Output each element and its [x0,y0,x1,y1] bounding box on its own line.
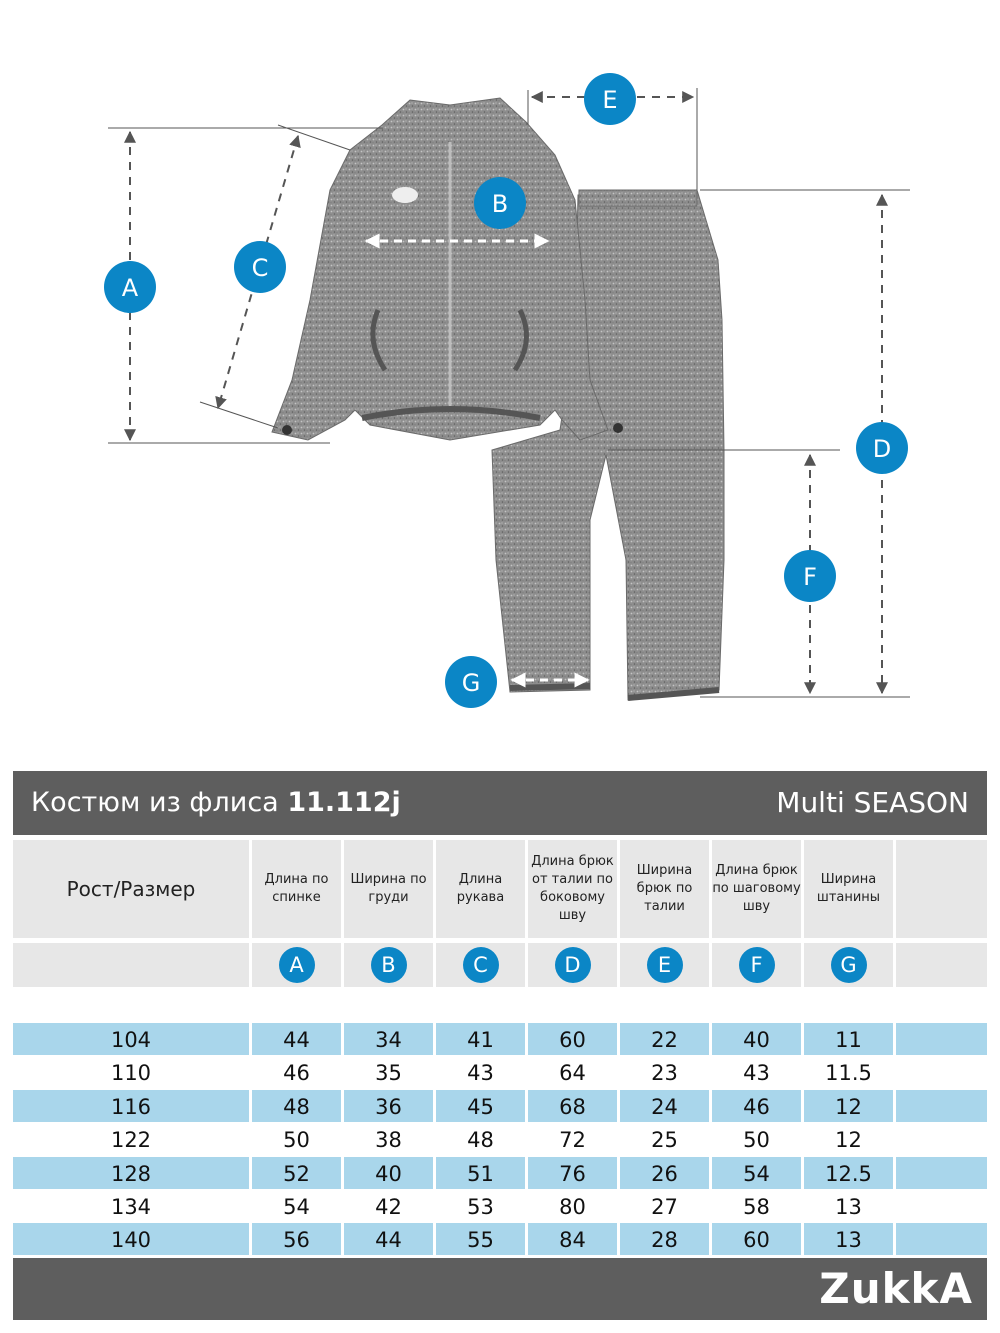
value-cell: 48 [252,1090,341,1122]
value-cell: 68 [528,1090,617,1122]
value-cell: 60 [528,1023,617,1055]
letter-badge: F [739,947,775,983]
value-cell: 45 [436,1090,525,1122]
value-cell: 54 [283,1195,310,1219]
header-chest-width: Ширина по груди [344,840,433,938]
header-empty [896,840,987,938]
value-cell: 34 [344,1023,433,1055]
letter-row-end [896,943,987,987]
value-cell: 27 [651,1195,678,1219]
header-side-seam-length: Длина брюк от талии по боковому шву [528,840,617,938]
value-cell: 76 [528,1157,617,1189]
size-cell: 128 [13,1157,249,1189]
header-inseam-length: Длина брюк по шаговому шву [712,840,801,938]
header-back-length: Длина по спинке [252,840,341,938]
value-cell: 56 [252,1223,341,1255]
value-cell: 12 [835,1128,862,1152]
value-cell: 12.5 [804,1157,893,1189]
letter-badge: D [555,947,591,983]
value-cell: 43 [743,1061,770,1085]
badge-b [474,177,526,229]
value-cell: 11 [804,1023,893,1055]
badge-a-label: A [121,274,139,302]
value-cell: 55 [436,1223,525,1255]
badge-g [445,656,497,708]
letter-badge: C [463,947,499,983]
value-cell: 52 [252,1157,341,1189]
size-cell: 104 [13,1023,249,1055]
table-row [0,1090,1000,1122]
value-cell: 51 [436,1157,525,1189]
letter-cell-b [344,943,433,987]
value-cell: 26 [620,1157,709,1189]
model-number: 11.112j [287,787,401,818]
value-cell: 53 [467,1195,494,1219]
brand-logo: ZukkA [819,1264,973,1313]
svg-text:C: C [251,254,269,282]
letter-cell-e [620,943,709,987]
value-cell: 13 [835,1195,862,1219]
value-cell: 44 [344,1223,433,1255]
size-header: Рост/Размер [13,840,249,938]
value-cell: 25 [651,1128,678,1152]
value-cell: 84 [528,1223,617,1255]
badge-a [104,261,156,313]
letter-cell-a [252,943,341,987]
title-prefix: Костюм из флиса [31,787,279,818]
empty-cell [896,1223,987,1255]
value-cell: 22 [620,1023,709,1055]
size-cell: 122 [110,1128,152,1152]
header-waist-width: Ширина брюк по талии [620,840,709,938]
value-cell: 43 [467,1061,494,1085]
value-cell: 46 [712,1090,801,1122]
jacket-illustration [272,98,623,440]
table-row [0,1157,1000,1189]
empty-cell [896,1090,987,1122]
value-cell: 60 [712,1223,801,1255]
size-cell: 134 [110,1195,152,1219]
size-cell: 116 [13,1090,249,1122]
value-cell: 13 [804,1223,893,1255]
letter-cell-d [528,943,617,987]
value-cell: 36 [344,1090,433,1122]
svg-text:B: B [491,190,509,218]
value-cell: 41 [436,1023,525,1055]
product-title [31,771,401,835]
letter-cell-c [436,943,525,987]
letter-badge: G [831,947,867,983]
value-cell: 11.5 [825,1061,872,1085]
value-cell: 38 [375,1128,402,1152]
value-cell: 50 [283,1128,310,1152]
header-leg-width: Ширина штанины [804,840,893,938]
letter-cell-g [804,943,893,987]
badge-f [784,550,836,602]
value-cell: 35 [375,1061,402,1085]
table-row [0,1056,1000,1088]
svg-text:F: F [803,563,817,591]
letter-cell-f [712,943,801,987]
value-cell: 50 [743,1128,770,1152]
value-cell: 44 [252,1023,341,1055]
value-cell: 72 [559,1128,586,1152]
letter-badge: B [371,947,407,983]
letter-row-spacer [13,943,249,987]
value-cell: 12 [804,1090,893,1122]
table-row [0,1190,1000,1222]
season-label: Multi SEASON [776,786,969,819]
svg-text:D: D [872,435,892,463]
title-bar [13,771,987,835]
badge-c [234,241,286,293]
table-row [0,1023,1000,1055]
size-cell: 140 [13,1223,249,1255]
empty-cell [896,1157,987,1189]
table-row [0,1123,1000,1155]
badge-d [856,422,908,474]
header-sleeve-length: Длина рукава [436,840,525,938]
value-cell: 58 [743,1195,770,1219]
value-cell: 24 [620,1090,709,1122]
value-cell: 80 [559,1195,586,1219]
value-cell: 23 [651,1061,678,1085]
value-cell: 64 [559,1061,586,1085]
value-cell: 46 [283,1061,310,1085]
value-cell: 48 [467,1128,494,1152]
value-cell: 54 [712,1157,801,1189]
size-cell: 110 [110,1061,152,1085]
svg-text:G: G [461,669,481,697]
value-cell: 42 [375,1195,402,1219]
value-cell: 40 [344,1157,433,1189]
empty-cell [896,1023,987,1055]
value-cell: 28 [620,1223,709,1255]
badge-e [584,73,636,125]
value-cell: 40 [712,1023,801,1055]
svg-text:E: E [602,86,618,114]
letter-badge: E [647,947,683,983]
letter-badge: A [279,947,315,983]
table-row [0,1223,1000,1255]
footer-bar [13,1258,987,1320]
